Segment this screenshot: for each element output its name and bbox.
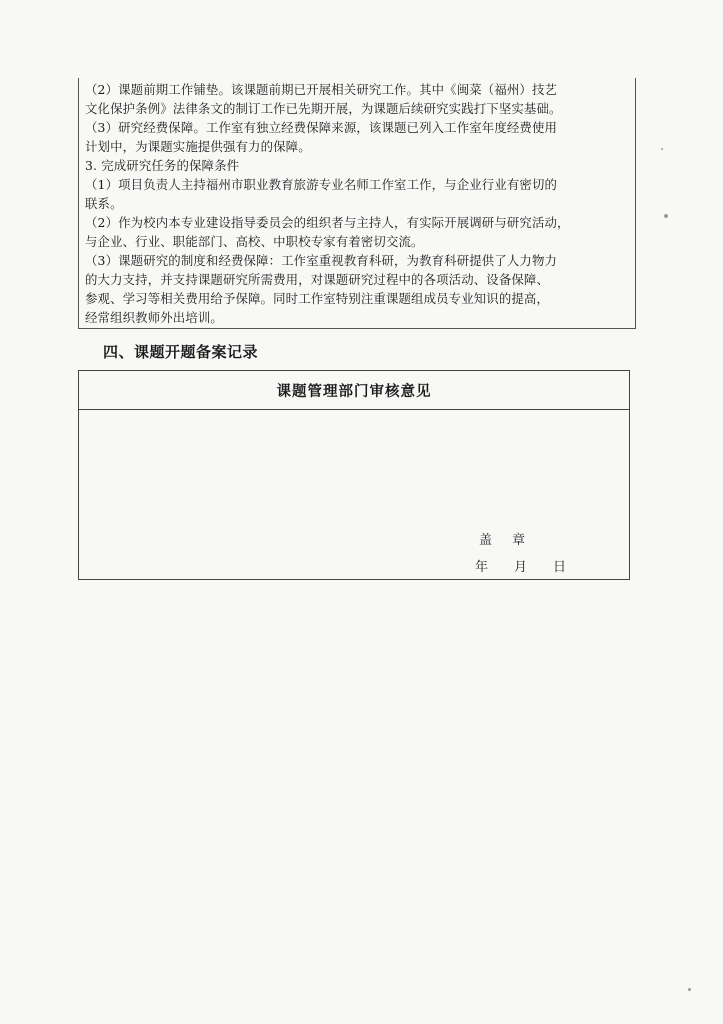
scan-speck	[664, 214, 668, 218]
record-table	[78, 370, 630, 580]
section-title: 四、课题开题备案记录	[103, 343, 259, 361]
text-line: 与企业、行业、职能部门、高校、中职校专家有着密切交流。	[85, 234, 424, 249]
text-line: 计划中，为课题实施提供强有力的保障。	[85, 139, 311, 154]
text-line: 的大力支持，并支持课题研究所需费用，对课题研究过程中的各项活动、设备保障、	[85, 272, 550, 287]
text-line: 联系。	[85, 196, 123, 211]
text-line: 参观、学习等相关费用给予保障。同时工作室特别注重课题组成员专业知识的提高，	[85, 291, 550, 306]
day-label: 日	[553, 560, 567, 575]
guarantee-text-box	[78, 78, 636, 329]
text-line: （3）课题研究的制度和经费保障：工作室重视教育科研，为教育科研提供了人力物力	[85, 253, 558, 268]
text-line: 文化保护条例》法律条文的制订工作已先期开展，为课题后续研究实践打下坚实基础。	[85, 101, 562, 116]
text-line: （3）研究经费保障。工作室有独立经费保障来源，该课题已列入工作室年度经费使用	[85, 120, 558, 135]
scan-speck	[688, 988, 691, 991]
text-line: （2）作为校内本专业建设指导委员会的组织者与主持人，有实际开展调研与研究活动，	[85, 215, 570, 230]
seal-label: 盖 章	[479, 533, 526, 548]
year-label: 年	[475, 560, 489, 575]
text-line: 经常组织教师外出培训。	[85, 310, 223, 325]
text-line: 3. 完成研究任务的保障条件	[85, 158, 240, 173]
date-line	[475, 556, 566, 575]
text-line: （2）课题前期工作铺垫。该课题前期已开展相关研究工作。其中《闽菜（福州）技艺	[85, 82, 558, 97]
scan-speck	[661, 148, 663, 150]
month-label: 月	[514, 560, 528, 575]
record-table-header: 课题管理部门审核意见	[79, 371, 629, 410]
text-line: （1）项目负责人主持福州市职业教育旅游专业名师工作室工作，与企业行业有密切的	[85, 177, 558, 192]
